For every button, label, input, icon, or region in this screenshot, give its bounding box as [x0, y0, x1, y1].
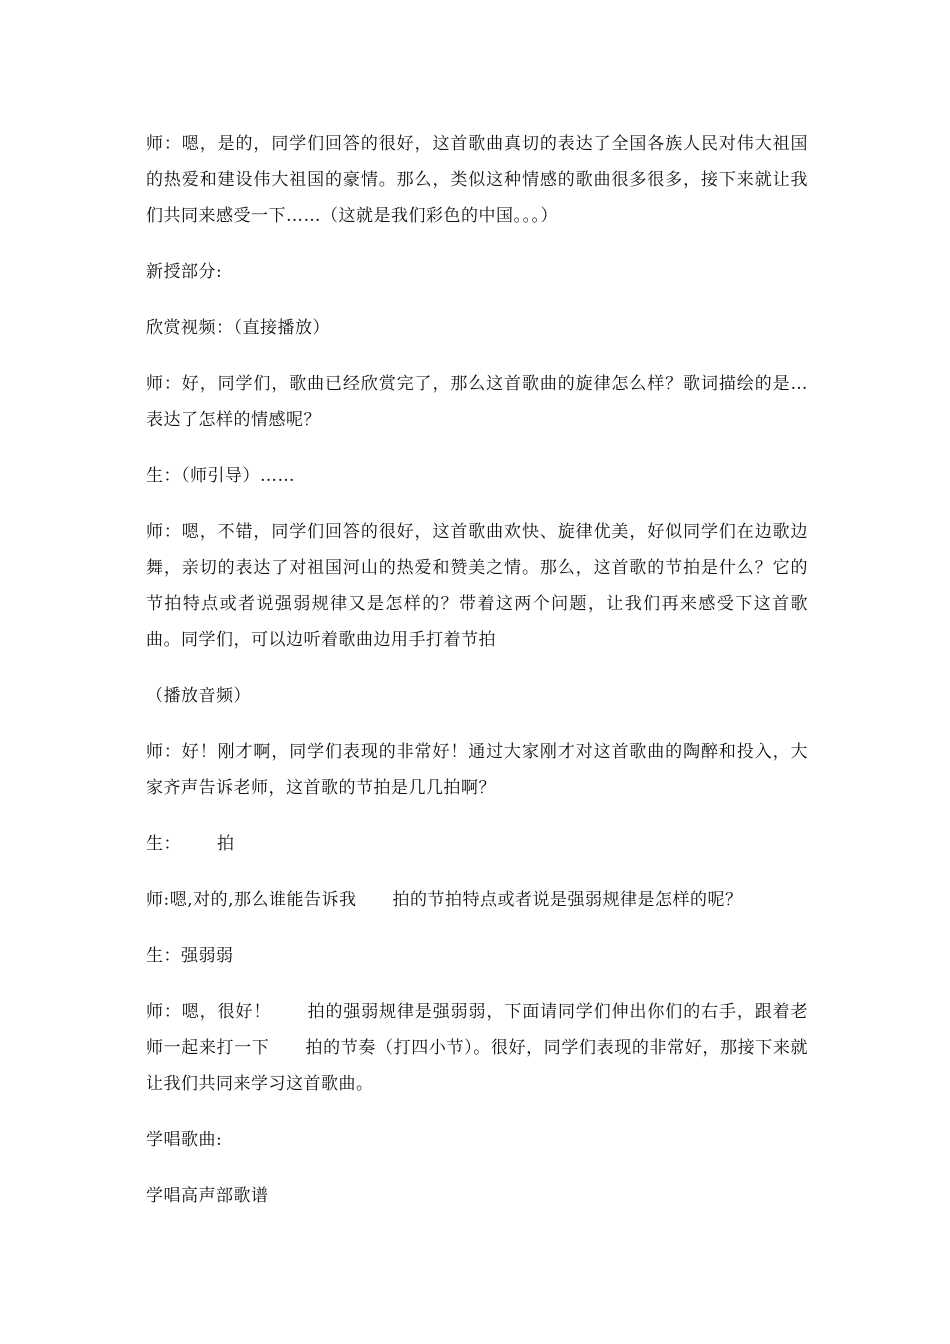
paragraph-watch-video: 欣赏视频：（直接播放）	[146, 318, 330, 338]
section-heading-learn-song: 学唱歌曲:	[146, 1130, 223, 1150]
document-page	[146, 126, 808, 1234]
text-segment: 师：嗯，很好！	[146, 1002, 272, 1022]
paragraph-teacher-rhythm	[146, 994, 808, 1102]
paragraph-learn-high-part: 学唱高声部歌谱	[146, 1186, 269, 1206]
paragraph-teacher-rhythm-question	[146, 882, 808, 918]
text-segment: 拍的节奏（打四小节）。很好，同学们表现的非常好，那接下来就让我们共同来学习这首歌曲。	[146, 1038, 808, 1094]
paragraph-student-strong-weak: 生：强弱弱	[146, 946, 234, 966]
section-heading-new-lesson: 新授部分:	[146, 262, 223, 282]
paragraph-teacher-beat: 师：嗯，不错，同学们回答的很好，这首歌曲欢快、旋律优美，好似同学们在边歌边舞，亲切的表达了对祖国河山的热爱和赞美之情。那么，这首歌的节拍是什么？它的节拍特点或者说强弱规律又是怎样的？带着这两个问题，让我们再来感受下这首歌曲。同学们，可以边听着歌曲边用手打着节拍	[146, 522, 808, 650]
paragraph-play-audio: （播放音频）	[146, 686, 251, 706]
text-segment: 拍的节拍特点或者说是强弱规律是怎样的呢？	[392, 890, 743, 910]
paragraph-teacher-praise: 师：好！刚才啊，同学们表现的非常好！通过大家刚才对这首歌曲的陶醉和投入，大家齐声告诉老师，这首歌的节拍是几几拍啊？	[146, 742, 808, 798]
text-segment: 生：	[146, 834, 181, 854]
paragraph-teacher-question: 师：好，同学们，歌曲已经欣赏完了，那么这首歌曲的旋律怎么样？歌词描绘的是…表达了怎样的情感呢？	[146, 374, 808, 430]
paragraph-student-guided: 生：（师引导）……	[146, 466, 295, 486]
paragraph-teacher-intro: 师：嗯，是的，同学们回答的很好，这首歌曲真切的表达了全国各族人民对伟大祖国的热爱和建设伟大祖国的豪情。那么，类似这种情感的歌曲很多很多，接下来就让我们共同来感受一下……（这就是我们彩色的中国。。。）	[146, 134, 808, 226]
text-segment: 拍	[217, 834, 235, 854]
paragraph-student-beat	[146, 826, 808, 862]
text-segment: 师:嗯,对的,那么谁能告诉我	[146, 890, 357, 910]
text-segment: 拍的强弱规律是强弱弱，下面请同学们伸出你们的右手，跟着老师一起来打一下	[146, 1002, 809, 1058]
